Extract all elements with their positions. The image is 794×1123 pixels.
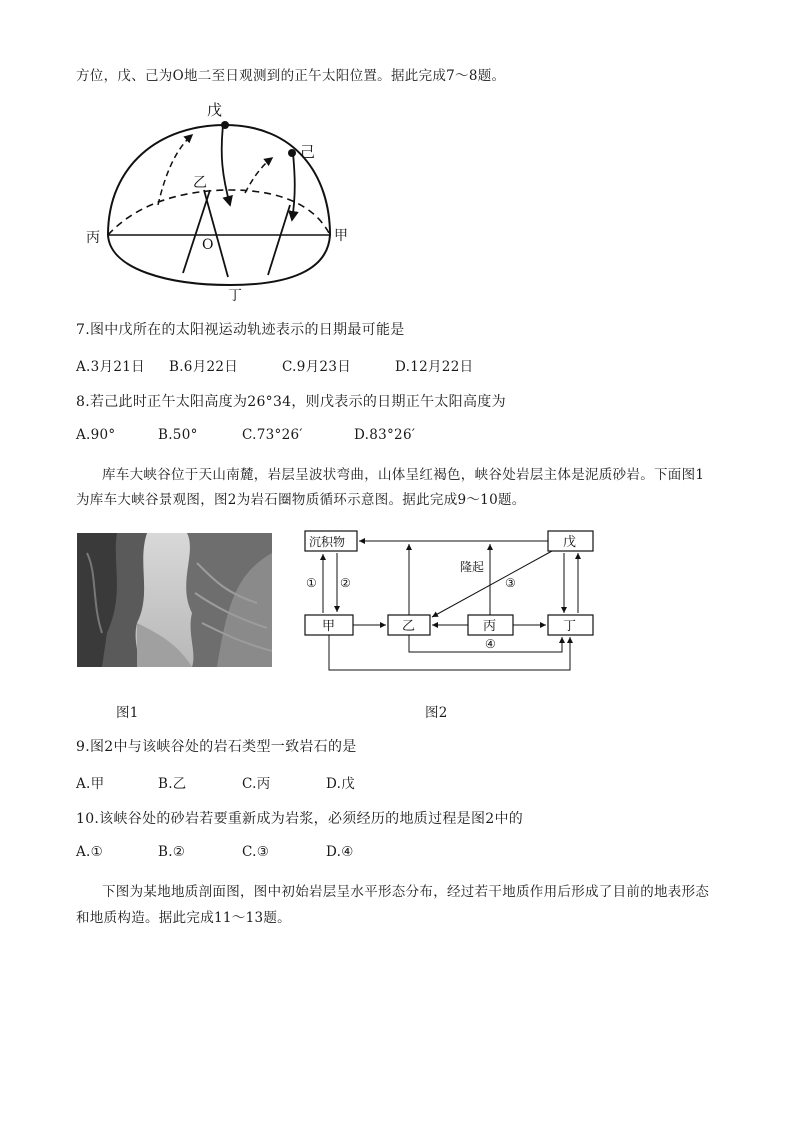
sun-ji (288, 149, 296, 157)
ji-lower-line (268, 205, 290, 275)
q9-option-c[interactable]: C.丙 (242, 776, 271, 792)
q8-stem: 8.若己此时正午太阳高度为26°34，则戊表示的日期正午太阳高度为 (76, 394, 506, 410)
box-sediment-label: 沉积物 (309, 535, 346, 549)
sun-wu (221, 121, 229, 129)
label-c2: ② (340, 576, 351, 590)
canyon-photo (77, 533, 272, 667)
q9-stem: 9.图2中与该峡谷处的岩石类型一致岩石的是 (76, 739, 357, 755)
q7-option-c[interactable]: C.9月23日 (282, 359, 352, 375)
q8-option-d[interactable]: D.83°26′ (354, 427, 416, 443)
q10-option-b[interactable]: B.② (158, 844, 186, 860)
q9-options (76, 772, 355, 792)
cross-line-2 (204, 190, 228, 277)
back-arc (108, 190, 330, 235)
q7-option-d[interactable]: D.12月22日 (395, 359, 474, 375)
q9-option-a[interactable]: A.甲 (76, 776, 105, 792)
ji-solid-path (292, 153, 295, 220)
label-ji: 己 (300, 143, 316, 161)
label-yi: 乙 (193, 175, 207, 191)
intro3-line2: 和地质构造。据此完成11～13题。 (76, 910, 291, 926)
caption-fig2: 图2 (425, 705, 448, 721)
label-jia: 甲 (334, 228, 348, 244)
q9-option-d[interactable]: D.戊 (326, 776, 356, 792)
q7-option-a[interactable]: A.3月21日 (76, 359, 145, 375)
box-bing-label: 丙 (483, 619, 497, 634)
q9-option-b[interactable]: B.乙 (158, 776, 187, 792)
cross-line-1 (183, 190, 210, 273)
sun-path-diagram (80, 95, 360, 305)
q10-options (76, 844, 354, 860)
q7-options (76, 355, 473, 375)
q8-option-c[interactable]: C.73°26′ (242, 427, 303, 443)
label-o: O (202, 237, 214, 253)
box-wu-label: 戊 (563, 535, 577, 550)
label-ding: 丁 (228, 288, 242, 304)
wu-solid-path (222, 125, 230, 205)
intro3-line1: 下图为某地地质剖面图，图中初始岩层呈水平形态分布，经过若干地质作用后形成了目前的地表形态 (102, 884, 710, 900)
label-c1: ① (306, 576, 317, 590)
hemisphere-outline (108, 125, 330, 235)
q10-stem: 10.该峡谷处的砂岩若要重新成为岩浆，必须经历的地质过程是图2中的 (76, 811, 524, 827)
label-uplift: 隆起 (460, 560, 485, 574)
q8-option-b[interactable]: B.50° (158, 427, 198, 443)
label-bing: 丙 (86, 230, 100, 246)
caption-fig1: 图1 (116, 705, 139, 721)
ji-dashed-path (245, 158, 272, 193)
intro-text: 方位，戊、己为O地二至日观测到的正午太阳位置。据此完成7～8题。 (76, 68, 506, 84)
q8-options (76, 427, 415, 443)
box-ding-label: 丁 (563, 619, 577, 634)
q10-option-d[interactable]: D.④ (326, 844, 354, 860)
box-jia-label: 甲 (322, 619, 336, 634)
label-c3: ③ (505, 576, 516, 590)
q7-option-b[interactable]: B.6月22日 (169, 359, 239, 375)
rock-cycle-diagram (300, 525, 610, 680)
label-wu: 戊 (207, 101, 223, 119)
q10-option-a[interactable]: A.① (76, 844, 104, 860)
intro2-line2: 为库车大峡谷景观图，图2为岩石圈物质循环示意图。据此完成9～10题。 (76, 492, 526, 508)
box-yi-label: 乙 (402, 619, 416, 634)
q7-stem: 7.图中戊所在的太阳视运动轨迹表示的日期最可能是 (76, 322, 405, 338)
q10-option-c[interactable]: C.③ (242, 844, 270, 860)
q8-option-a[interactable]: A.90° (76, 427, 116, 443)
intro2-line1: 库车大峡谷位于天山南麓，岩层呈波状弯曲，山体呈红褐色，峡谷处岩层主体是泥质砂岩。下面图1 (102, 467, 705, 483)
label-c4: ④ (485, 637, 496, 651)
